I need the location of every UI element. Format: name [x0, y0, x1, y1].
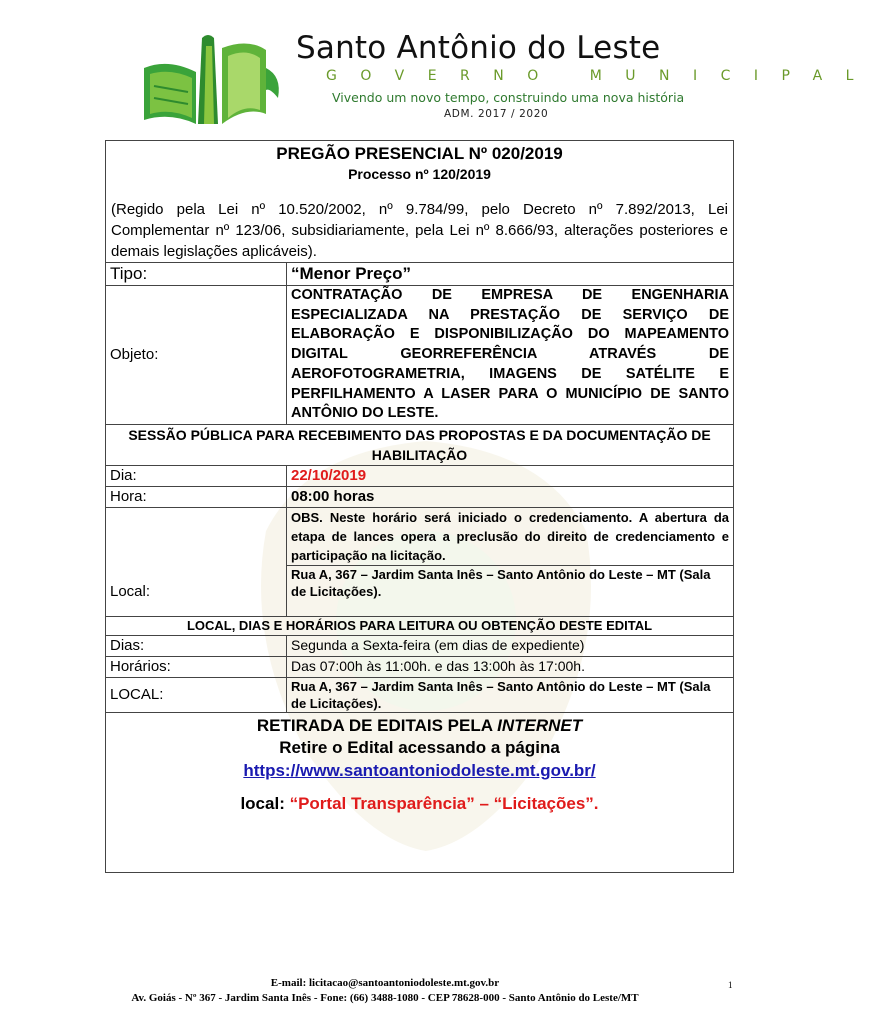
edital-details-table — [106, 262, 733, 713]
local-label: Local: — [106, 507, 287, 616]
horarios-value: Das 07:00h às 11:00h. e das 13:00h às 17:00h. — [287, 656, 734, 677]
hora-value: 08:00 horas — [287, 486, 734, 507]
portal-location-label: local: — [240, 793, 290, 813]
retirada-heading — [106, 713, 733, 737]
footer-address: Av. Goiás - Nº 367 - Jardim Santa Inês - Fone: (66) 3488-1080 - CEP 78628-000 - Santo Antônio do Leste/MT — [131, 992, 639, 1004]
tipo-label: Tipo: — [106, 263, 287, 286]
table-row — [106, 486, 733, 507]
table-row — [106, 616, 733, 635]
portal-location — [106, 793, 733, 815]
administration-period: ADM. 2017 / 2020 — [444, 108, 549, 120]
dia-label: Dia: — [106, 465, 287, 486]
table-row — [106, 656, 733, 677]
edital-box — [105, 140, 734, 873]
local2-value: Rua A, 367 – Jardim Santa Inês – Santo Antônio do Leste – MT (Sala de Licitações). — [287, 677, 734, 712]
portal-location-value: “Portal Transparência” – “Licitações”. — [289, 793, 599, 813]
dias-value: Segunda a Sexta-feira (em dias de expediente) — [287, 635, 734, 656]
sessao-publica-header: SESSÃO PÚBLICA PARA RECEBIMENTO DAS PROPOSTAS E DA DOCUMENTAÇÃO DE HABILITAÇÃO — [106, 424, 733, 465]
brand-subtitle: GOVERNO MUNICIPAL — [326, 68, 877, 84]
table-row — [106, 263, 733, 286]
retire-instruction: Retire o Edital acessando a página — [279, 737, 560, 757]
footer — [0, 976, 770, 1006]
hora-label: Hora: — [106, 486, 287, 507]
brand-block — [296, 30, 877, 120]
objeto-label: Objeto: — [106, 286, 287, 425]
pregao-title: PREGÃO PRESENCIAL Nº 020/2019 — [276, 144, 563, 163]
process-number: Processo nº 120/2019 — [348, 166, 491, 182]
table-row — [106, 286, 733, 425]
horarios-label: Horários: — [106, 656, 287, 677]
legal-basis-paragraph: (Regido pela Lei nº 10.520/2002, nº 9.784/99, pelo Decreto nº 7.892/2013, Lei Complementar nº 123/06, subsidiariamente, pela Lei nº 8.666/93, alterações posteriores e demais legislações aplicáveis). — [111, 201, 728, 260]
table-row — [106, 424, 733, 465]
dias-label: Dias: — [106, 635, 287, 656]
footer-email: E-mail: licitacao@santoantoniodoleste.mt.gov.br — [270, 977, 500, 989]
page-number: 1 — [728, 980, 733, 990]
obs-value: OBS. Neste horário será iniciado o credenciamento. A abertura da etapa de lances opera a preclusão do direito de credenciamento e participação na licitação. — [287, 507, 734, 565]
table-row — [106, 507, 733, 565]
retirada-prefix: RETIRADA DE EDITAIS PELA — [256, 715, 498, 735]
local-value: Rua A, 367 – Jardim Santa Inês – Santo Antônio do Leste – MT (Sala de Licitações). — [287, 565, 734, 616]
tipo-value: “Menor Preço” — [287, 263, 734, 286]
leitura-edital-header: LOCAL, DIAS E HORÁRIOS PARA LEITURA OU OBTENÇÃO DESTE EDITAL — [106, 616, 733, 635]
open-book-leaves-logo-icon — [138, 28, 288, 128]
portal-url-link[interactable]: https://www.santoantoniodoleste.mt.gov.br/ — [243, 760, 596, 780]
table-row — [106, 635, 733, 656]
retirada-section — [106, 713, 733, 815]
dia-value: 22/10/2019 — [287, 465, 734, 486]
brand-title: Santo Antônio do Leste — [296, 30, 661, 66]
objeto-value: CONTRATAÇÃO DE EMPRESA DE ENGENHARIA ESPECIALIZADA NA PRESTAÇÃO DE SERVIÇO DE ELABORAÇÃO E DISPONIBILIZAÇÃO DO MAPEAMENTO DIGITAL GEORREFERÊNCIA ATRAVÉS DE AEROFOTOGRAMETRIA, IMAGENS DE SATÉLITE E PERFILHAMENTO A LASER PARA O MUNICÍPIO DE SANTO ANTÔNIO DO LESTE. — [287, 286, 734, 425]
table-row — [106, 677, 733, 712]
retirada-internet: INTERNET — [497, 715, 583, 735]
brand-slogan: Vivendo um novo tempo, construindo uma nova história — [332, 90, 685, 105]
table-row — [106, 465, 733, 486]
local2-label: LOCAL: — [106, 677, 287, 712]
